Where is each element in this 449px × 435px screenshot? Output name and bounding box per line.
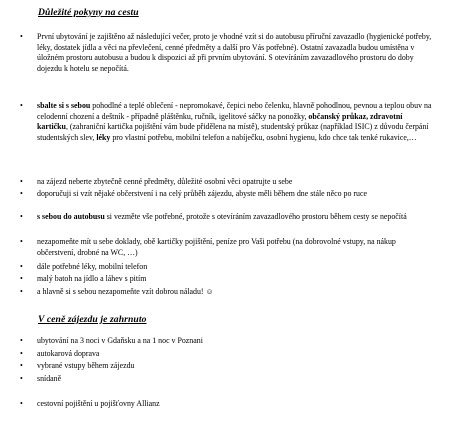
instruction-item-documents: nezapomeňte mít u sebe doklady, obě kartičky pojištění, peníze pro Vaši potřebu (na dobrovolné vstupy, na nákup občerstvení, drobné na WC, …)	[37, 237, 396, 257]
included-item-accommodation: ubytování na 3 noci v Gdaňsku a na 1 noc v Poznani	[37, 336, 203, 345]
instruction-item-packing: sbalte si s sebou pohodlné a teplé oblečení - nepromokavé, čepici nebo čelenku, hlavně pohodlnou, pevnou a teplou obuv na celodenní chození a deštník - případně pláštěnku, ručník, igelitové sáčky na ponožky, občanský průkaz, zdravotní kartičku, (zahraniční kartička pojištění vám bude přidělena na místě), studentský průkaz (například ISIC) z důvodu čerpání studentských slev, léky pro vlastní potřebu, mobilní telefon a nabíječku, osobní hygienu, kdo chce tak tenké rukavice,…	[37, 101, 432, 142]
bullet-icon: •	[20, 177, 23, 186]
bullet-icon: •	[20, 374, 23, 383]
instruction-item-mood: a hlavně si s sebou nezapomeňte vzít dobrou náladu! ☺	[37, 287, 214, 296]
bullet-icon: •	[20, 32, 23, 41]
bullet-icon: •	[20, 399, 23, 408]
bullet-icon: •	[20, 212, 23, 221]
instruction-item-luggage: První ubytování je zajištěno až následující večer, proto je vhodné vzít si do autobusu příruční zavazadlo (hygienické potřeby, léky, dostatek jídla a věci na převlečení, cenné předměty a další pro Vás potřebné). Ostatní zavazadla budou umístěna v úložném prostoru autobusu a budou k dispozici až při prvním ubytování. S otevíráním zavazadlového prostoru do doby dojezdu k hotelu se nepočítá.	[37, 32, 432, 73]
bullet-icon: •	[20, 189, 23, 198]
included-item-transport: autokarová doprava	[37, 349, 100, 358]
bullet-icon: •	[20, 287, 23, 296]
instruction-item-medicine: dále potřebné léky, mobilní telefon	[37, 262, 148, 271]
included-item-insurance: cestovní pojištění u pojišťovny Allianz	[37, 399, 160, 408]
bullet-icon: •	[20, 101, 23, 110]
section-title-included: V ceně zájezdu je zahrnuto	[38, 314, 147, 325]
instruction-item-backpack: malý batoh na jídlo a láhev s pitím	[37, 274, 147, 283]
bullet-icon: •	[20, 349, 23, 358]
bullet-icon: •	[20, 262, 23, 271]
bullet-icon: •	[20, 274, 23, 283]
bullet-icon: •	[20, 237, 23, 246]
instruction-item-valuables: na zájezd neberte zbytečně cenné předměty, důležité osobní věci opatrujte u sebe	[37, 177, 293, 186]
instruction-item-snacks: doporučuji si vzít nějaké občerstvení i na celý průběh zájezdu, abyste měli během dne stále něco po ruce	[37, 189, 367, 198]
section-title-instructions: Důležité pokyny na cestu	[38, 7, 139, 18]
included-item-entries: vybrané vstupy během zájezdu	[37, 361, 135, 370]
instruction-item-bus-bag: s sebou do autobusu si vezměte vše potřebné, protože s otevíráním zavazadlového prostoru během cesty se nepočítá	[37, 212, 407, 221]
bullet-icon: •	[20, 336, 23, 345]
bullet-icon: •	[20, 361, 23, 370]
included-item-breakfast: snídaně	[37, 374, 62, 383]
